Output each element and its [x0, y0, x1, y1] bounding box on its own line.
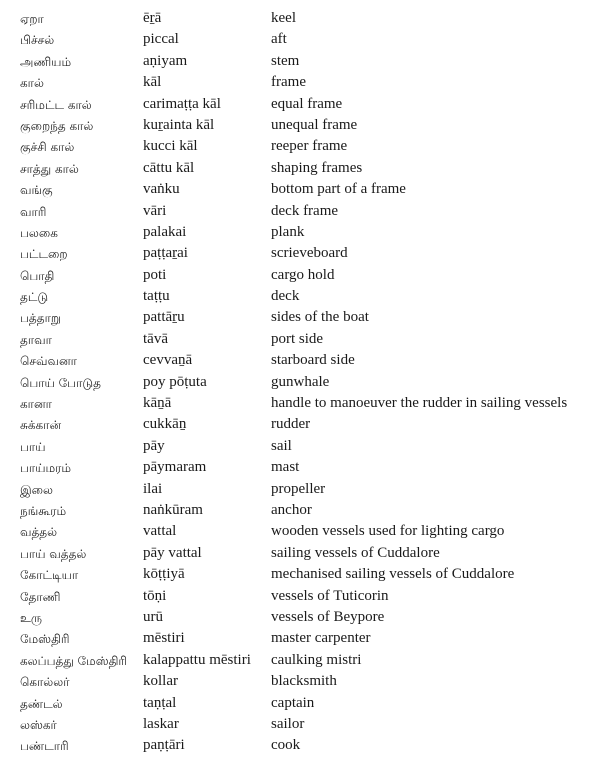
tamil-term: மேஸ்திரி	[20, 632, 70, 647]
tamil-term: குச்சி கால்	[20, 140, 75, 155]
english-gloss: blacksmith	[271, 673, 337, 690]
glossary-row	[0, 115, 608, 136]
english-gloss: mechanised sailing vessels of Cuddalore	[271, 566, 515, 583]
transliteration: ēṟā	[143, 10, 162, 26]
transliteration: urū	[143, 608, 163, 625]
tamil-term: கோட்டியா	[20, 568, 79, 583]
english-gloss: rudder	[271, 416, 311, 433]
glossary-row	[0, 735, 608, 756]
english-gloss: reeper frame	[271, 138, 348, 155]
tamil-term: பத்தாறு	[20, 311, 61, 326]
transliteration: kōṭṭiyā	[143, 566, 185, 583]
tamil-term: பாய்	[20, 439, 46, 454]
transliteration: kalappattu mēstiri	[143, 651, 251, 668]
glossary-row	[0, 307, 608, 328]
transliteration: tāvā	[143, 330, 168, 347]
tamil-term: ஏறா	[20, 12, 44, 26]
tamil-term: அணியம்	[20, 54, 72, 69]
glossary-row	[0, 436, 608, 457]
english-gloss: port side	[271, 330, 324, 347]
transliteration: kuṟainta kāl	[143, 116, 215, 133]
transliteration: taṭṭu	[143, 288, 170, 305]
glossary-row	[0, 265, 608, 286]
glossary-table	[0, 8, 608, 757]
english-gloss: sail	[271, 437, 292, 454]
english-gloss: stem	[271, 52, 300, 69]
glossary-row	[0, 222, 608, 243]
english-gloss: unequal frame	[271, 116, 358, 133]
transliteration: poti	[143, 266, 167, 283]
glossary-row	[0, 479, 608, 500]
tamil-term: கால்	[20, 76, 44, 91]
glossary-row	[0, 628, 608, 649]
glossary-row	[0, 179, 608, 200]
transliteration: kucci kāl	[143, 138, 198, 155]
english-gloss: anchor	[271, 501, 312, 518]
glossary-row	[0, 329, 608, 350]
transliteration: kāṉā	[143, 395, 172, 412]
transliteration: vattal	[143, 523, 177, 540]
transliteration: vaṅku	[143, 181, 180, 198]
tamil-term: பட்டறை	[20, 247, 68, 262]
english-gloss: sailing vessels of Cuddalore	[271, 544, 440, 561]
transliteration: cukkāṉ	[143, 416, 187, 433]
english-gloss: caulking mistri	[271, 651, 362, 668]
glossary-row	[0, 693, 608, 714]
tamil-term: நங்கூரம்	[20, 503, 67, 518]
glossary-row	[0, 201, 608, 222]
tamil-term: வங்கு	[20, 183, 53, 198]
glossary-row	[0, 350, 608, 371]
tamil-term: பண்டாரி	[20, 739, 69, 754]
tamil-term: சாத்து கால்	[20, 161, 79, 176]
glossary-row	[0, 393, 608, 414]
glossary-row	[0, 650, 608, 671]
transliteration: kāl	[143, 74, 162, 91]
english-gloss: sailor	[271, 715, 305, 732]
tamil-term: பாய் வத்தல்	[20, 546, 87, 561]
glossary-row	[0, 72, 608, 93]
glossary-row	[0, 586, 608, 607]
tamil-term: பாய்மரம்	[20, 461, 71, 476]
tamil-term: குறைந்த கால்	[20, 118, 94, 133]
glossary-row	[0, 521, 608, 542]
english-gloss: cargo hold	[271, 266, 335, 283]
english-gloss: sides of the boat	[271, 309, 369, 326]
transliteration: pāy vattal	[143, 544, 202, 561]
transliteration: vāri	[143, 202, 167, 219]
glossary-row	[0, 286, 608, 307]
tamil-term: தாவா	[20, 332, 52, 347]
tamil-term: வாரி	[20, 204, 47, 219]
transliteration: piccal	[143, 31, 179, 48]
transliteration: laskar	[143, 715, 179, 732]
glossary-row	[0, 94, 608, 115]
tamil-term: இலை	[20, 482, 53, 497]
transliteration: aṇiyam	[143, 52, 188, 69]
transliteration: palakai	[143, 223, 187, 240]
transliteration: pattāṟu	[143, 309, 185, 326]
english-gloss: master carpenter	[271, 630, 371, 647]
english-gloss: deck	[271, 288, 300, 305]
transliteration: paṭṭaṟai	[143, 245, 188, 262]
tamil-term: பிச்சல்	[20, 33, 55, 48]
tamil-term: சரிமட்ட கால்	[20, 97, 92, 112]
english-gloss: plank	[271, 223, 305, 240]
tamil-term: பொய் போடுத	[20, 375, 101, 390]
transliteration: mēstiri	[143, 630, 185, 647]
glossary-row	[0, 414, 608, 435]
glossary-row	[0, 372, 608, 393]
tamil-term: வத்தல்	[20, 525, 58, 540]
english-gloss: cook	[271, 737, 301, 754]
glossary-row	[0, 671, 608, 692]
glossary-row	[0, 543, 608, 564]
tamil-term: பொதி	[20, 268, 55, 283]
glossary-row	[0, 243, 608, 264]
glossary-row	[0, 158, 608, 179]
english-gloss: propeller	[271, 480, 326, 497]
transliteration: pāymaram	[143, 459, 207, 476]
tamil-term: தோணி	[20, 589, 61, 604]
english-gloss: shaping frames	[271, 159, 363, 176]
english-gloss: gunwhale	[271, 373, 330, 390]
english-gloss: wooden vessels used for lighting cargo	[271, 523, 505, 540]
english-gloss: scrieveboard	[271, 245, 348, 262]
glossary-row	[0, 457, 608, 478]
transliteration: cāttu kāl	[143, 159, 195, 176]
english-gloss: starboard side	[271, 352, 355, 369]
transliteration: naṅkūram	[143, 501, 203, 518]
transliteration: poy pōṭuta	[143, 373, 207, 390]
tamil-term: உரு	[20, 610, 43, 625]
transliteration: carimaṭṭa kāl	[143, 95, 221, 112]
tamil-term: பலகை	[20, 225, 58, 240]
english-gloss: deck frame	[271, 202, 339, 219]
tamil-term: கலப்பத்து மேஸ்திரி	[20, 653, 128, 668]
tamil-term: சுக்கான்	[20, 418, 62, 433]
glossary-row	[0, 29, 608, 50]
english-gloss: equal frame	[271, 95, 343, 112]
tamil-term: கொல்லர்	[20, 675, 70, 690]
transliteration: kollar	[143, 673, 178, 690]
english-gloss: bottom part of a frame	[271, 181, 406, 198]
english-gloss: mast	[271, 459, 300, 476]
transliteration: paṇṭāri	[143, 737, 185, 754]
english-gloss: vessels of Tuticorin	[271, 587, 389, 604]
english-gloss: keel	[271, 10, 296, 26]
glossary-row	[0, 564, 608, 585]
glossary-row	[0, 136, 608, 157]
transliteration: taṇṭal	[143, 694, 177, 711]
tamil-term: தட்டு	[20, 290, 49, 305]
english-gloss: captain	[271, 694, 315, 711]
tamil-term: தண்டல்	[20, 696, 63, 711]
english-gloss: aft	[271, 31, 287, 48]
english-gloss: handle to manoeuver the rudder in sailing vessels	[271, 395, 568, 412]
glossary-row	[0, 8, 608, 29]
transliteration: pāy	[143, 437, 165, 454]
transliteration: cevvaṉā	[143, 352, 193, 369]
tamil-term: செவ்வனா	[20, 354, 77, 369]
glossary-row	[0, 51, 608, 72]
english-gloss: frame	[271, 74, 306, 91]
glossary-row	[0, 607, 608, 628]
transliteration: ilai	[143, 480, 163, 497]
tamil-term: லஸ்கர்	[20, 717, 57, 732]
tamil-term: கானா	[20, 397, 52, 412]
glossary-row	[0, 500, 608, 521]
english-gloss: vessels of Beypore	[271, 608, 385, 625]
transliteration: tōṇi	[143, 587, 167, 604]
glossary-row	[0, 714, 608, 735]
